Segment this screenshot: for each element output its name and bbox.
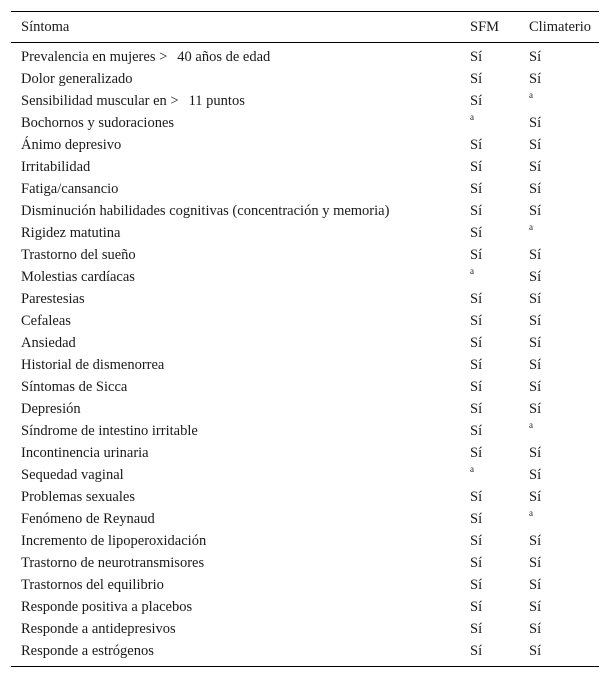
value-text: Sí: [529, 599, 542, 615]
sfm-cell: [460, 376, 519, 398]
footnote-marker: a: [529, 420, 533, 430]
value-text: Sí: [470, 313, 483, 329]
climaterio-cell: [519, 508, 599, 530]
symptom-cell: [11, 90, 460, 112]
table-row: [11, 43, 599, 69]
sfm-cell: [460, 68, 519, 90]
sfm-cell: [460, 618, 519, 640]
table-row: [11, 112, 599, 134]
sfm-cell: [460, 200, 519, 222]
climaterio-cell: [519, 442, 599, 464]
sfm-cell: [460, 266, 519, 288]
symptom-cell: [11, 640, 460, 667]
sfm-cell: [460, 112, 519, 134]
sfm-cell: [460, 310, 519, 332]
table-row: [11, 530, 599, 552]
table-row: [11, 552, 599, 574]
climaterio-cell: [519, 398, 599, 420]
table-row: [11, 354, 599, 376]
sfm-cell: [460, 222, 519, 244]
symptom-cell: [11, 134, 460, 156]
sfm-cell: [460, 288, 519, 310]
climaterio-cell: [519, 640, 599, 667]
climaterio-cell: [519, 266, 599, 288]
symptom-text: Irritabilidad: [21, 159, 91, 175]
value-text: Sí: [470, 423, 483, 439]
symptom-comparison-table: [11, 11, 599, 667]
symptom-cell: [11, 420, 460, 442]
symptom-text: Molestias cardíacas: [21, 269, 135, 285]
symptom-cell: [11, 68, 460, 90]
climaterio-cell: [519, 618, 599, 640]
value-text: Sí: [529, 357, 542, 373]
symptom-cell: [11, 112, 460, 134]
symptom-text: Prevalencia en mujeres >: [21, 49, 168, 65]
table-row: [11, 376, 599, 398]
symptom-text: Fenómeno de Reynaud: [21, 511, 155, 527]
climaterio-cell: [519, 354, 599, 376]
symptom-cell: [11, 288, 460, 310]
sfm-cell: [460, 90, 519, 112]
climaterio-cell: [519, 332, 599, 354]
climaterio-cell: [519, 310, 599, 332]
value-text: Sí: [470, 621, 483, 637]
symptom-cell: [11, 354, 460, 376]
symptom-text: Bochornos y sudoraciones: [21, 115, 175, 131]
symptom-text: Responde a estrógenos: [21, 643, 154, 659]
symptom-text: Cefaleas: [21, 313, 71, 329]
sfm-cell: [460, 244, 519, 266]
symptom-text: Rigidez matutina: [21, 225, 121, 241]
table-row: [11, 178, 599, 200]
table-body: [11, 43, 599, 667]
climaterio-cell: [519, 244, 599, 266]
footnote-marker: a: [470, 464, 474, 474]
sfm-cell: [460, 43, 519, 69]
symptom-cell: [11, 618, 460, 640]
value-text: Sí: [529, 313, 542, 329]
sfm-cell: [460, 442, 519, 464]
header-symptom: Síntoma: [21, 18, 70, 35]
climaterio-cell: [519, 486, 599, 508]
climaterio-cell: [519, 68, 599, 90]
symptom-text: Parestesias: [21, 291, 85, 307]
climaterio-cell: [519, 222, 599, 244]
symptom-text: Disminución habilidades cognitivas (concentración y memoria): [21, 203, 390, 219]
sfm-cell: [460, 420, 519, 442]
table-row: [11, 200, 599, 222]
footnote-marker: a: [529, 90, 533, 100]
value-text: Sí: [470, 225, 483, 241]
climaterio-cell: [519, 156, 599, 178]
value-text: Sí: [529, 467, 542, 483]
value-text: Sí: [470, 379, 483, 395]
table-row: [11, 222, 599, 244]
symptom-cell: [11, 156, 460, 178]
value-text: Sí: [470, 291, 483, 307]
symptom-cell: [11, 310, 460, 332]
table-header: [11, 12, 599, 43]
value-text: Sí: [529, 489, 542, 505]
symptom-text: Responde a antidepresivos: [21, 621, 176, 637]
value-text: Sí: [470, 445, 483, 461]
table-row: [11, 288, 599, 310]
footnote-marker: a: [470, 112, 474, 122]
table-row: [11, 266, 599, 288]
sfm-cell: [460, 508, 519, 530]
value-text: Sí: [529, 401, 542, 417]
sfm-cell: [460, 574, 519, 596]
value-text: Sí: [529, 643, 542, 659]
sfm-cell: [460, 332, 519, 354]
sfm-cell: [460, 178, 519, 200]
climaterio-cell: [519, 574, 599, 596]
symptom-table-container: [11, 11, 599, 667]
symptom-text: Responde positiva a placebos: [21, 599, 193, 615]
sfm-cell: [460, 464, 519, 486]
symptom-cell: [11, 574, 460, 596]
table-row: [11, 640, 599, 667]
table-row: [11, 442, 599, 464]
sfm-cell: [460, 596, 519, 618]
symptom-cell: [11, 596, 460, 618]
symptom-text: Ansiedad: [21, 335, 76, 351]
climaterio-cell: [519, 134, 599, 156]
symptom-cell: [11, 464, 460, 486]
footnote-marker: a: [470, 266, 474, 276]
table-row: [11, 574, 599, 596]
value-text: Sí: [470, 93, 483, 109]
value-text: Sí: [470, 489, 483, 505]
value-text: Sí: [529, 269, 542, 285]
value-text: Sí: [470, 357, 483, 373]
value-text: Sí: [529, 291, 542, 307]
sfm-cell: [460, 552, 519, 574]
table-row: [11, 134, 599, 156]
value-text: Sí: [529, 379, 542, 395]
table-row: [11, 68, 599, 90]
table-row: [11, 310, 599, 332]
value-text: Sí: [470, 533, 483, 549]
symptom-text: Sequedad vaginal: [21, 467, 124, 483]
climaterio-cell: [519, 552, 599, 574]
climaterio-cell: [519, 200, 599, 222]
table-row: [11, 332, 599, 354]
climaterio-cell: [519, 376, 599, 398]
symptom-text: Fatiga/cansancio: [21, 181, 119, 197]
value-text: Sí: [470, 401, 483, 417]
value-text: Sí: [470, 71, 483, 87]
value-text: Sí: [470, 643, 483, 659]
climaterio-cell: [519, 530, 599, 552]
climaterio-cell: [519, 43, 599, 69]
value-text: Sí: [470, 247, 483, 263]
symptom-cell: [11, 508, 460, 530]
value-text: Sí: [529, 577, 542, 593]
climaterio-cell: [519, 596, 599, 618]
symptom-cell: [11, 442, 460, 464]
symptom-text: Dolor generalizado: [21, 71, 133, 87]
sfm-cell: [460, 354, 519, 376]
value-text: Sí: [529, 621, 542, 637]
symptom-cell: [11, 332, 460, 354]
symptom-cell: [11, 552, 460, 574]
table-row: [11, 90, 599, 112]
symptom-text: Ánimo depresivo: [21, 137, 122, 153]
value-text: Sí: [470, 335, 483, 351]
value-text: Sí: [529, 247, 542, 263]
value-text: Sí: [529, 555, 542, 571]
symptom-cell: [11, 43, 460, 69]
value-text: Sí: [529, 181, 542, 197]
value-text: Sí: [529, 159, 542, 175]
symptom-text: Síntomas de Sicca: [21, 379, 128, 395]
symptom-text: Historial de dismenorrea: [21, 357, 165, 373]
symptom-cell: [11, 530, 460, 552]
climaterio-cell: [519, 288, 599, 310]
symptom-text: Trastornos del equilibrio: [21, 577, 164, 593]
symptom-text: Problemas sexuales: [21, 489, 135, 505]
climaterio-cell: [519, 464, 599, 486]
symptom-text: Incontinencia urinaria: [21, 445, 149, 461]
symptom-text-tail: 11 puntos: [188, 93, 245, 109]
header-row: [11, 12, 599, 43]
climaterio-cell: [519, 112, 599, 134]
header-sfm: SFM: [470, 18, 500, 35]
symptom-text: Depresión: [21, 401, 81, 417]
table-row: [11, 486, 599, 508]
value-text: Sí: [470, 511, 483, 527]
footnote-marker: a: [529, 508, 533, 518]
symptom-text: Trastorno del sueño: [21, 247, 136, 263]
header-climaterio: Climaterio: [529, 18, 592, 35]
symptom-text: Sensibilidad muscular en >: [21, 93, 179, 109]
table-row: [11, 618, 599, 640]
sfm-cell: [460, 640, 519, 667]
symptom-cell: [11, 266, 460, 288]
value-text: Sí: [529, 137, 542, 153]
table-row: [11, 244, 599, 266]
value-text: Sí: [470, 203, 483, 219]
symptom-text: Incremento de lipoperoxidación: [21, 533, 207, 549]
value-text: Sí: [529, 533, 542, 549]
symptom-text: Trastorno de neurotransmisores: [21, 555, 205, 571]
value-text: Sí: [529, 49, 542, 65]
value-text: Sí: [470, 577, 483, 593]
value-text: Sí: [529, 445, 542, 461]
symptom-cell: [11, 222, 460, 244]
value-text: Sí: [470, 555, 483, 571]
value-text: Sí: [529, 335, 542, 351]
sfm-cell: [460, 486, 519, 508]
climaterio-cell: [519, 90, 599, 112]
table-row: [11, 508, 599, 530]
value-text: Sí: [529, 115, 542, 131]
symptom-cell: [11, 200, 460, 222]
value-text: Sí: [470, 137, 483, 153]
value-text: Sí: [470, 181, 483, 197]
value-text: Sí: [470, 49, 483, 65]
footnote-marker: a: [529, 222, 533, 232]
symptom-text-tail: 40 años de edad: [177, 49, 271, 65]
symptom-text: Síndrome de intestino irritable: [21, 423, 198, 439]
symptom-cell: [11, 376, 460, 398]
sfm-cell: [460, 134, 519, 156]
climaterio-cell: [519, 420, 599, 442]
table-row: [11, 156, 599, 178]
table-row: [11, 398, 599, 420]
value-text: Sí: [529, 71, 542, 87]
symptom-cell: [11, 398, 460, 420]
symptom-cell: [11, 244, 460, 266]
value-text: Sí: [470, 599, 483, 615]
symptom-cell: [11, 178, 460, 200]
value-text: Sí: [529, 203, 542, 219]
sfm-cell: [460, 156, 519, 178]
symptom-cell: [11, 486, 460, 508]
sfm-cell: [460, 398, 519, 420]
table-row: [11, 464, 599, 486]
value-text: Sí: [470, 159, 483, 175]
table-row: [11, 596, 599, 618]
table-row: [11, 420, 599, 442]
sfm-cell: [460, 530, 519, 552]
climaterio-cell: [519, 178, 599, 200]
